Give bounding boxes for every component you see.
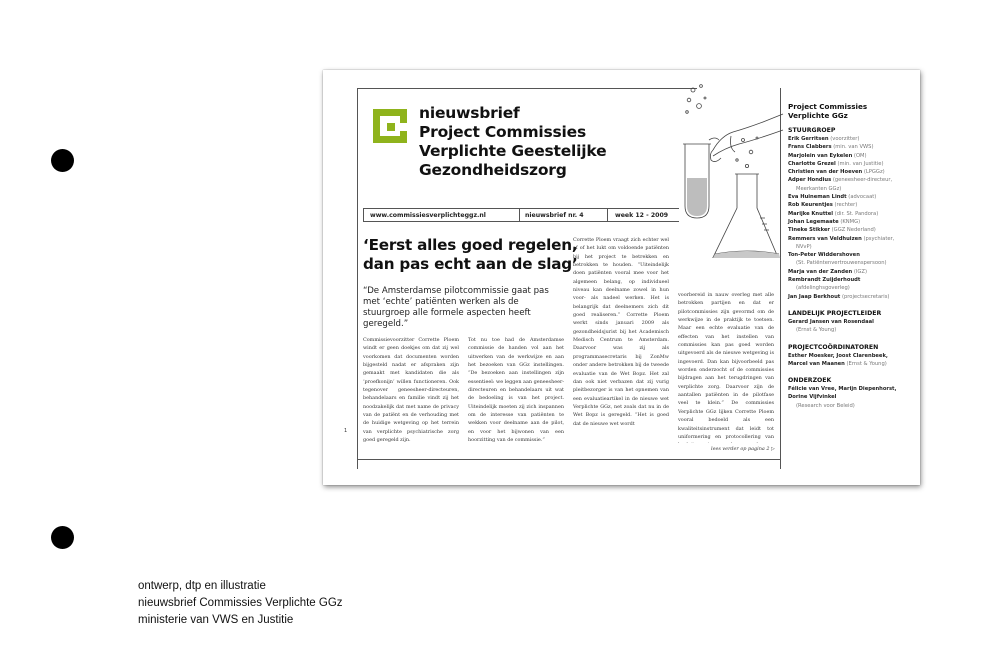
sidebar-section-title: PROJECTCOÖRDINATOREN [788, 343, 879, 351]
member-role: (Research voor Beleid) [796, 402, 855, 409]
frame-left-rule [357, 88, 358, 469]
caption-line: ontwerp, dtp en illustratie [138, 580, 266, 592]
issue-number: nieuwsbrief nr. 4 [525, 212, 584, 219]
article-headline [363, 236, 578, 274]
sidebar-member [788, 385, 914, 393]
sidebar-heading: Project Commissies Verplichte GGz [788, 102, 868, 120]
member-name: Marja van der Zanden [788, 268, 853, 275]
sidebar-member [788, 218, 914, 226]
sidebar-section-title: STUURGROEP [788, 127, 836, 134]
member-name: Johan Legemaate [788, 218, 839, 225]
sidebar-member [788, 293, 914, 301]
sidebar-member [788, 268, 914, 276]
column-text: Corrette Ploem vraagt zich echter wel af of het lukt om voldoende patiënten bij het project te betrekken en betrokken te houden. “Uiteindelijk doen patiënten vooral mee voor het algemeen belang, op individueel niveau kan deelname zowel in hun voor- als nadeel werken. Het is belangrijk dat deelnemers zich dit goed realiseren.” Corrette Ploem werkt sinds januari 2009 als gezondheidsjurist bij het Academisch Medisch Centrum te Amsterdam. Daarvoor was zij als programmasecretaris bij ZonMw onder andere betrokken bij de tweede evaluatie van de Wet Bopz. Het zal dan ook niet verbazen dat zij vurig pleitbezorger is van het opnemen van een evaluatieartikel in de nieuwe wet Verplichte GGz, net zoals dat nu in de Wet Bopz is geregeld. “Het is goed dat de nieuwe wet wordt [573, 237, 669, 427]
member-role: (min. van VWS) [833, 144, 874, 151]
sidebar-member [788, 143, 914, 151]
member-name: Marijke Knuttel [788, 210, 834, 217]
sidebar-member [788, 201, 914, 209]
portfolio-caption [138, 578, 343, 629]
title-line: Verplichte Geestelijke [419, 142, 607, 160]
caption-line: nieuwsbrief Commissies Verplichte GGz [138, 597, 343, 609]
article-column [678, 291, 774, 443]
meta-divider [519, 208, 520, 222]
member-name: Esther Moesker, Joost Clarenbeek, [788, 352, 888, 359]
member-role: (LPGGz) [863, 169, 885, 176]
lab-flask-illustration [675, 78, 785, 258]
member-role: NVvP) [796, 243, 812, 250]
member-name: Gerard Jansen van Rosendaal [788, 318, 874, 325]
sidebar-member [788, 243, 914, 251]
sidebar-colophon [788, 102, 914, 410]
sidebar-member [788, 160, 914, 168]
sidebar-member [788, 352, 914, 360]
member-name: Adper Hondius [788, 177, 832, 184]
member-role: (min. van Justitie) [837, 160, 884, 167]
meta-divider [607, 208, 608, 222]
sidebar-member [788, 176, 914, 184]
headline-line: ‘Eerst alles goed regelen, [363, 236, 578, 254]
bullet-dot [51, 149, 74, 172]
member-name: Félicie van Vree, Marijn Diepenhorst, [788, 386, 897, 393]
bullet-dot [51, 526, 74, 549]
member-name: Rob Keurentjes [788, 202, 833, 209]
sidebar-member [788, 326, 914, 334]
member-name: Christien van der Hoeven [788, 169, 863, 176]
sidebar-member [788, 276, 914, 284]
sidebar-member [788, 259, 914, 267]
article-column [468, 336, 564, 458]
member-role: (KNMG) [840, 218, 861, 225]
sidebar-member [788, 226, 914, 234]
sidebar-member [788, 402, 914, 410]
member-role: (Ernst & Young) [796, 327, 837, 334]
member-role: (St. Patiëntenvertrouwenspersoon) [796, 260, 887, 267]
sidebar-member [788, 393, 914, 401]
newsletter-page [323, 70, 920, 485]
article-column [363, 336, 459, 458]
member-name: Frans Clabbers [788, 144, 832, 151]
member-name: Marcel van Maanen [788, 360, 845, 367]
member-role: (IGZ) [853, 268, 867, 275]
member-name: Marjolein van Eykelen [788, 152, 853, 159]
member-name: Ton-Peter Widdershoven [788, 252, 860, 259]
title-line: Project Commissies [419, 123, 587, 141]
member-role: (OM) [853, 152, 867, 159]
sidebar-member [788, 193, 914, 201]
sidebar-member [788, 185, 914, 193]
member-role: (voorzitter) [830, 136, 860, 142]
logo-mark [373, 109, 407, 143]
member-role: Meerkanten GGz) [796, 185, 842, 192]
member-name: Rembrandt Zuijderhoudt [788, 277, 861, 284]
member-role: (Ernst & Young) [846, 360, 887, 367]
sidebar-member [788, 152, 914, 160]
sidebar-member [788, 168, 914, 176]
frame-top-rule [357, 88, 697, 89]
member-role: (rechter) [834, 202, 858, 209]
article-column [573, 236, 669, 458]
member-role: (projectsecretaris) [841, 293, 890, 300]
member-role: (dir. St. Pandora) [834, 210, 879, 217]
sidebar-member [788, 284, 914, 292]
sidebar-member [788, 360, 914, 368]
sidebar-section-title: LANDELIJK PROJECTLEIDER [788, 309, 882, 317]
title-line: Gezondheidszorg [419, 161, 567, 179]
meta-top-rule [363, 208, 679, 209]
article-intro: “De Amsterdamse pilotcommissie gaat pas met ‘echte’ patiënten werken als de stuurgroep alle formele aspecten heeft geregeld.” [363, 286, 549, 329]
member-role: (advocaat) [848, 194, 877, 201]
issue-week: week 12 - 2009 [615, 212, 669, 219]
member-name: Eva Huineman Lindt [788, 194, 847, 201]
member-role: (psychiater, [863, 235, 895, 242]
sidebar-member [788, 235, 914, 243]
member-role: (afdelinghsgoverleg) [796, 285, 850, 292]
member-name: Erik Gerritsen [788, 136, 829, 142]
meta-bottom-rule [363, 221, 679, 222]
headline-line: dan pas echt aan de slag’ [363, 255, 578, 273]
member-name: Dorine Vijfvinkel [788, 394, 837, 401]
frame-bottom-rule [357, 459, 780, 460]
member-role: (GGZ Nederland) [831, 227, 876, 234]
column-text: Commissievoorzitter Corrette Ploem windt er geen doekjes om dat zij wel voorkomen dat documenten worden bijgesteld nadat er afspraken zijn gemaakt met kandidaten die als ‘proefkonijn’ willen functioneren. Ook tegenover geneesheer-directeuren, behandelaars en familie vindt zij het noodzakelijk dat met name de privacy van de patiënt en de verhouding met de huidige wetgeving op het terrein van verplichte psychiatrische zorg goed geregeld zijn. [363, 337, 459, 444]
newsletter-title [419, 104, 606, 180]
continued-link[interactable]: lees verder op pagina 2 ▷ [711, 446, 775, 452]
sidebar-member [788, 318, 914, 326]
sidebar-member [788, 251, 914, 259]
caption-line: ministerie van VWS en Justitie [138, 614, 294, 626]
sidebar-member [788, 210, 914, 218]
member-name: Jan Jaap Berkhout [788, 293, 841, 300]
page-number: 1 [344, 428, 348, 434]
column-text: Tot nu toe had de Amsterdamse commissie de handen vol aan het uitwerken van de werkwijze en aan het bezoeken van GGz instellingen. “De bezoeken aan instellingen zijn essentieel: we leggen aan geneesheer-directeuren en behandelaars uit wat de bedoeling is van het project. Uiteindelijk moeten zij zich inspannen om de interesse van patiënten te wekken voor deelname aan de pilot, en voor het bijwonen van een hoorzitting van de commissie.” [468, 337, 564, 444]
sidebar-member [788, 135, 914, 143]
member-name: Tineke Stikker [788, 227, 830, 234]
site-url: www.commissiesverplichteggz.nl [370, 212, 486, 219]
title-line: nieuwsbrief [419, 104, 520, 122]
column-text: voorbereid in nauw overleg met alle betrokken partijen en dat er pilotcommissies zijn gevormd om de werkwijze in de praktijk te toetsen. Maar een echte evaluatie van de effecten van het instellen van commissies kan pas goed worden uitgevoerd als de nieuwe wetgeving is ingevoerd. Dan kan bijvoorbeeld pas worden onderzocht of de commissies bijdragen aan het terugdringen van verplichte zorg. Daarvoor zijn de aantallen patiënten in de pilotfase veel te klein.” De commissies Verplichte GGz lijken Corrette Ploem vooral bedoeld als een kwaliteitsinstrument dat leidt tot uniformering en protocollering van [678, 292, 774, 440]
member-name: Charlotte Grezel [788, 160, 836, 167]
member-name: Remmers van Veldhuizen [788, 235, 862, 242]
meta-divider [363, 208, 364, 222]
sidebar-section-title: ONDERZOEK [788, 377, 832, 385]
member-role: (geneesheer-directeur, [832, 177, 893, 184]
